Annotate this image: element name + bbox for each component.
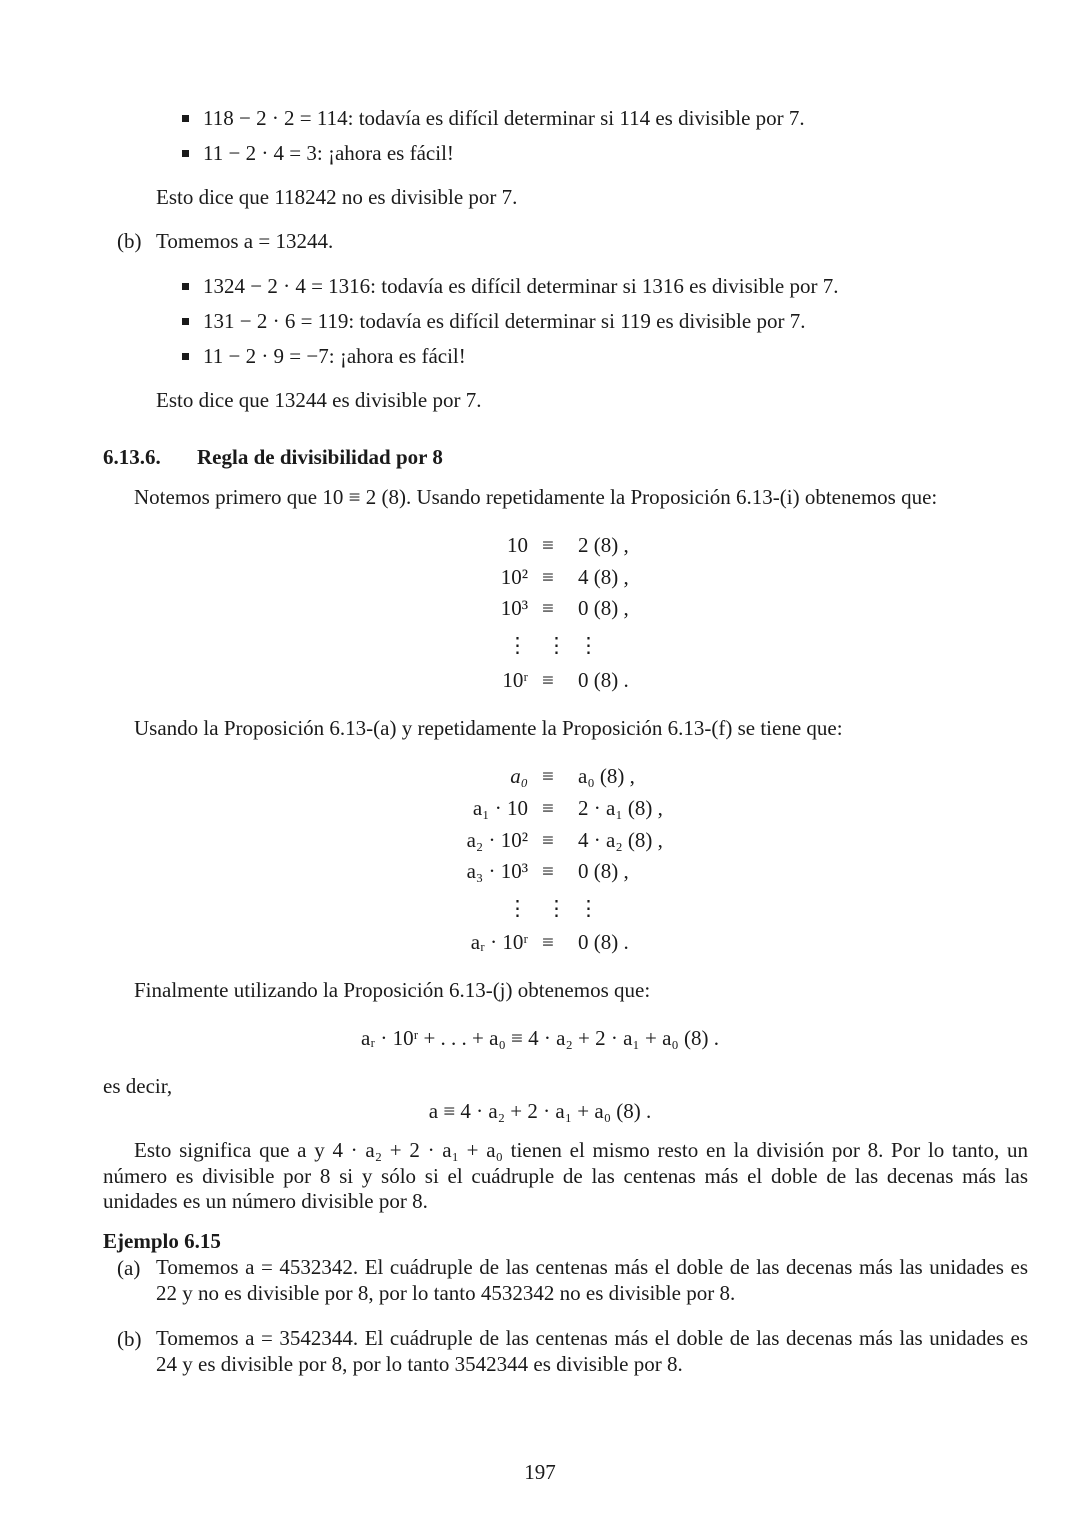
array-eq: ≡ xyxy=(542,828,554,852)
array-lhs: aᵣ · 10ʳ xyxy=(470,930,528,954)
item-b-label: (b) xyxy=(117,229,142,253)
array-eq: ≡ xyxy=(542,796,554,820)
example-item-b-label: (b) xyxy=(117,1327,142,1351)
array-lhs: a₁ · 10 xyxy=(472,796,528,820)
page-number: 197 xyxy=(524,1460,556,1484)
sum-equation: aᵣ · 10ʳ + . . . + a₀ ≡ 4 · a₂ + 2 · a₁ + a₀ (8) . xyxy=(361,1026,719,1050)
array-lhs: 10² xyxy=(500,565,528,589)
array-lhs: a₂ · 10² xyxy=(466,828,528,852)
array-lhs: ⋮ xyxy=(507,633,528,657)
array-lhs: 10ʳ xyxy=(502,668,528,692)
bullet-text: 11 − 2 · 4 = 3: ¡ahora es fácil! xyxy=(203,141,454,165)
array-rhs: 0 (8) . xyxy=(578,668,629,692)
array-lhs: a₃ · 10³ xyxy=(466,859,528,883)
array-eq: ⋮ xyxy=(546,896,567,920)
array-lhs: ⋮ xyxy=(507,896,528,920)
conclusion-a: Esto dice que 118242 no es divisible por 7. xyxy=(156,185,518,209)
section-number: 6.13.6. xyxy=(103,445,161,469)
conclusion-b: Esto dice que 13244 es divisible por 7. xyxy=(156,388,482,412)
bullet-icon xyxy=(182,150,189,157)
bullet-icon xyxy=(182,115,189,122)
array-lhs: 10 xyxy=(507,533,528,557)
meaning-paragraph: Esto significa que a y 4 · a₂ + 2 · a₁ + a₀ tienen el mismo resto en la división por 8. Por lo tanto, un número es divisible por 8 si y sólo si el cuádruple de las centenas más el doble de las decenas más las unidades es un número divisible por 8. xyxy=(103,1138,1028,1213)
array-rhs: ⋮ xyxy=(578,896,599,920)
section-title: Regla de divisibilidad por 8 xyxy=(197,445,443,469)
array-eq: ≡ xyxy=(542,596,554,620)
array-eq: ≡ xyxy=(542,764,554,788)
array-rhs: ⋮ xyxy=(578,633,599,657)
array-eq: ≡ xyxy=(542,930,554,954)
item-b-text: Tomemos a = 13244. xyxy=(156,229,334,253)
example-item-b-text: Tomemos a = 3542344. El cuádruple de las centenas más el doble de las decenas más las unidades es 24 y es divisible por 8, por lo tanto 3542344 es divisible por 8. xyxy=(156,1326,1028,1376)
es-decir-text: es decir, xyxy=(103,1074,173,1098)
array-lhs: a₀ xyxy=(510,764,528,788)
bullet-text: 131 − 2 · 6 = 119: todavía es difícil determinar si 119 es divisible por 7. xyxy=(203,309,806,333)
array-lhs: 10³ xyxy=(500,596,528,620)
example-item-a-text: Tomemos a = 4532342. El cuádruple de las centenas más el doble de las decenas más las unidades es 22 y no es divisible por 8, por lo tanto 4532342 no es divisible por 8. xyxy=(156,1255,1028,1305)
bullet-text: 118 − 2 · 2 = 114: todavía es difícil determinar si 114 es divisible por 7. xyxy=(203,106,805,130)
array-eq: ≡ xyxy=(542,668,554,692)
array-rhs: 2 · a₁ (8) , xyxy=(578,796,663,820)
intro-text: Notemos primero que 10 ≡ 2 (8). Usando repetidamente la Proposición 6.13-(i) obtenemos que: xyxy=(134,485,938,509)
array-rhs: 0 (8) , xyxy=(578,859,629,883)
array-rhs: 4 · a₂ (8) , xyxy=(578,828,663,852)
bullet-text: 11 − 2 · 9 = −7: ¡ahora es fácil! xyxy=(203,344,466,368)
array-rhs: 0 (8) , xyxy=(578,596,629,620)
array-rhs: 2 (8) , xyxy=(578,533,629,557)
array-eq: ≡ xyxy=(542,565,554,589)
example-title: Ejemplo 6.15 xyxy=(103,1229,221,1253)
bullet-icon xyxy=(182,353,189,360)
array-eq: ≡ xyxy=(542,533,554,557)
array-eq: ⋮ xyxy=(546,633,567,657)
example-item-a-label: (a) xyxy=(117,1256,141,1280)
bullet-text: 1324 − 2 · 4 = 1316: todavía es difícil determinar si 1316 es divisible por 7. xyxy=(203,274,839,298)
array-rhs: a₀ (8) , xyxy=(578,764,635,788)
array-rhs: 4 (8) , xyxy=(578,565,629,589)
using-text: Usando la Proposición 6.13-(a) y repetidamente la Proposición 6.13-(f) se tiene que: xyxy=(134,716,843,740)
bullet-icon xyxy=(182,318,189,325)
array-eq: ≡ xyxy=(542,859,554,883)
finally-text: Finalmente utilizando la Proposición 6.13-(j) obtenemos que: xyxy=(134,978,651,1002)
array-rhs: 0 (8) . xyxy=(578,930,629,954)
short-equation: a ≡ 4 · a₂ + 2 · a₁ + a₀ (8) . xyxy=(428,1099,652,1123)
bullet-icon xyxy=(182,283,189,290)
